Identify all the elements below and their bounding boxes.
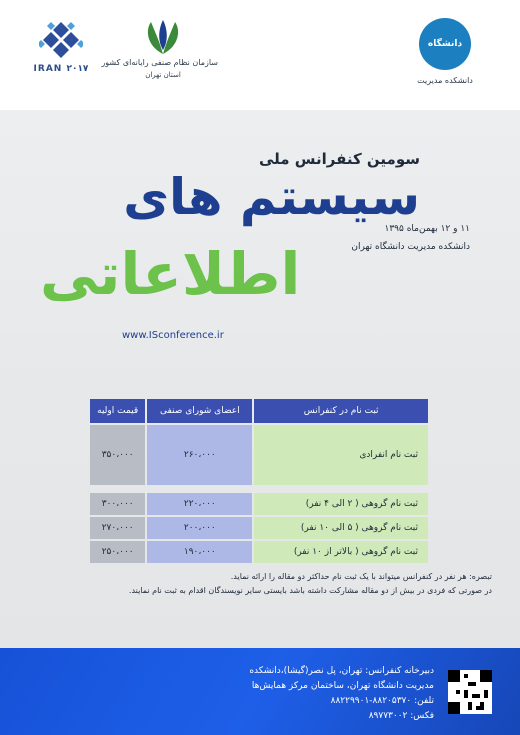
row-spacer xyxy=(90,487,428,491)
title-line-2: اطلاعاتی xyxy=(40,240,301,308)
conference-title xyxy=(0,110,520,370)
category-cell: ثبت نام گروهی ( ۵ الی ۱۰ نفر) xyxy=(254,517,428,539)
qr-code-icon xyxy=(448,670,492,714)
registration-fee-table xyxy=(88,397,430,565)
base-price-cell: ۲۷۰،۰۰۰ xyxy=(90,517,145,539)
conference-subtitle: سومین کنفرانس ملی xyxy=(258,150,420,168)
university-seal-icon: دانشگاه تهران xyxy=(419,18,471,70)
website-link[interactable]: www.ISconference.ir xyxy=(122,330,224,341)
note-line-1: تبصره: هر نفر در کنفرانس میتواند با یک ثبت نام حداکثر دو مقاله را ارائه نماید. xyxy=(230,572,492,581)
header-member-price: اعضای شورای صنفی xyxy=(147,399,252,423)
table-row xyxy=(90,517,428,539)
contact-info xyxy=(84,664,434,724)
registration-notes xyxy=(22,570,492,598)
table-row xyxy=(90,425,428,485)
member-price-cell: ۲۶۰،۰۰۰ xyxy=(147,425,252,485)
org-name: سازمان نظام صنفی رایانه‌ای کشور xyxy=(101,58,218,67)
note-line-2: در صورتی که فردی در بیش از دو مقاله مشارکت داشته باشد بایستی سایر نویسندگان اقدام به ثبت نام نمایند. xyxy=(128,586,492,595)
member-price-cell: ۲۰۰،۰۰۰ xyxy=(147,517,252,539)
date-venue xyxy=(351,220,470,256)
iran-2017-logo xyxy=(28,22,94,74)
fax-line: فکس: ۸۹۷۷۳۰۰۲ xyxy=(368,711,434,721)
member-price-cell: ۱۹۰،۰۰۰ xyxy=(147,541,252,563)
category-cell: ثبت نام گروهی ( ۲ الی ۴ نفر) xyxy=(254,493,428,515)
category-cell: ثبت نام گروهی ( بالاتر از ۱۰ نفر) xyxy=(254,541,428,563)
base-price-cell: ۳۵۰،۰۰۰ xyxy=(90,425,145,485)
iran-year-label: IRAN ۲۰۱۷ xyxy=(33,64,89,74)
base-price-cell: ۳۰۰،۰۰۰ xyxy=(90,493,145,515)
leaf-emblem-icon xyxy=(141,20,185,56)
phone-line: تلفن: ۸۸۲۰۵۳۷۰-۸۸۲۲۹۹۰۱ xyxy=(330,696,434,706)
member-price-cell: ۲۲۰،۰۰۰ xyxy=(147,493,252,515)
org-region: استان تهران xyxy=(145,71,181,79)
table-row xyxy=(90,541,428,563)
table-header-row xyxy=(90,399,428,423)
table-row xyxy=(90,493,428,515)
computer-guild-logo xyxy=(101,20,218,79)
header-category: ثبت نام در کنفرانس xyxy=(254,399,428,423)
title-line-1: سیستم های xyxy=(123,168,420,226)
conference-dates: ۱۱ و ۱۲ بهمن‌ماه ۱۳۹۵ xyxy=(384,224,470,234)
faculty-label: دانشکده مدیریت xyxy=(417,76,473,85)
footer-band xyxy=(0,648,520,735)
diamond-pattern-icon xyxy=(39,22,83,62)
header-band xyxy=(0,0,520,110)
base-price-cell: ۲۵۰،۰۰۰ xyxy=(90,541,145,563)
header-base-price: قیمت اولیه xyxy=(90,399,145,423)
category-cell: ثبت نام انفرادی xyxy=(254,425,428,485)
university-logo xyxy=(400,18,490,101)
address-line-2: مدیریت دانشگاه تهران، ساختمان مرکز همایش‌ها xyxy=(251,681,434,691)
conference-venue: دانشکده مدیریت دانشگاه تهران xyxy=(351,242,470,252)
address-line-1: دبیرخانه کنفرانس: تهران، پل نصر(گیشا)،دانشکده xyxy=(249,666,434,676)
